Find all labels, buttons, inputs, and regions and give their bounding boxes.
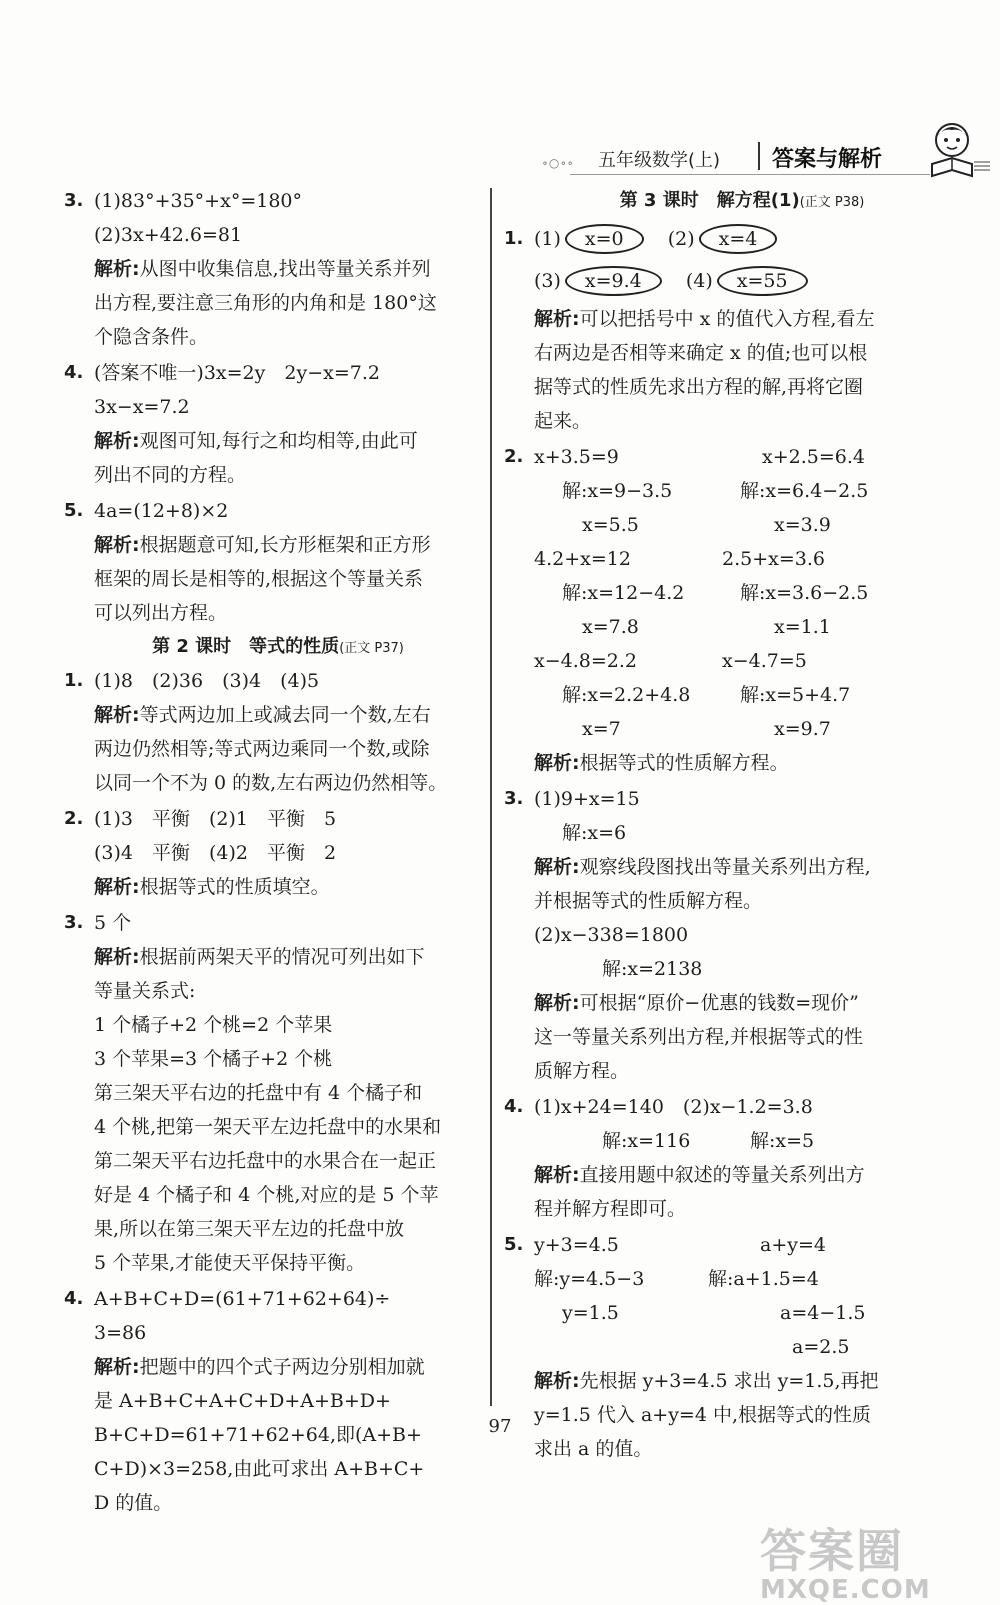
equation: (2)x−338=1800 <box>534 924 689 946</box>
page-number: 97 <box>488 1416 512 1437</box>
choice-label: (4) <box>685 270 713 292</box>
equation: 解:y=4.5−3 <box>534 1268 645 1290</box>
question-number: 3. <box>64 912 84 933</box>
page-header <box>520 118 1000 178</box>
analysis-text: 列出不同的方程。 <box>94 464 247 486</box>
choice-label: (1) <box>534 228 561 250</box>
analysis-label: 解析: <box>94 876 140 898</box>
decorative-dots-icon: ∘○∘∘ <box>542 156 575 170</box>
analysis-text: 先根据 y+3=4.5 求出 y=1.5,再把 <box>579 1370 879 1392</box>
equation: x=1.1 <box>774 616 831 638</box>
mascot-reading-icon <box>922 118 992 180</box>
analysis-text: 4 个桃,把第一架天平左边托盘中的水果和 <box>94 1116 442 1138</box>
equation: x=5.5 <box>582 514 639 536</box>
analysis-text: 可根据“原价−优惠的钱数=现价” <box>579 992 859 1014</box>
equation: 解:x=3.6−2.5 <box>740 582 869 604</box>
equation: a+y=4 <box>760 1234 826 1256</box>
analysis-text: 出方程,要注意三角形的内角和是 180°这 <box>94 292 437 314</box>
analysis-text: D 的值。 <box>94 1492 173 1514</box>
answer-line: 3=86 <box>94 1322 147 1344</box>
equation: 解:x=2.2+4.8 <box>562 684 691 706</box>
watermark-main: 答案圈 <box>760 1524 904 1578</box>
analysis-label: 解析: <box>94 946 140 968</box>
analysis-label: 解析: <box>534 752 580 774</box>
analysis-text: 根据等式的性质解方程。 <box>579 752 789 774</box>
equation: x−4.8=2.2 <box>534 650 637 672</box>
equation: x−4.7=5 <box>722 650 807 672</box>
analysis-text: 等量关系式: <box>94 980 196 1002</box>
watermark <box>760 1515 931 1605</box>
analysis-text: 以同一个不为 0 的数,左右两边仍然相等。 <box>94 772 448 794</box>
analysis-label: 解析: <box>94 1356 140 1378</box>
equation: x=7 <box>582 718 621 740</box>
analysis-text: 质解方程。 <box>534 1060 630 1082</box>
circled-answer: x=4 <box>699 224 778 254</box>
analysis-text: 5 个苹果,才能使天平保持平衡。 <box>94 1252 366 1274</box>
equation: 解:x=116 <box>602 1130 691 1152</box>
analysis-text: 求出 a 的值。 <box>534 1438 653 1460</box>
equation: x=7.8 <box>582 616 639 638</box>
answer-line: 4a=(12+8)×2 <box>94 500 229 522</box>
analysis-text: 把题中的四个式子两边分别相加就 <box>139 1356 425 1378</box>
equation: a=2.5 <box>792 1336 850 1358</box>
analysis-text: 3 个苹果=3 个橘子+2 个桃 <box>94 1048 333 1070</box>
analysis-text: B+C+D=61+71+62+64,即(A+B+ <box>94 1424 422 1446</box>
question-number: 2. <box>504 446 524 467</box>
choice-label: (3) <box>534 270 561 292</box>
analysis-label: 解析: <box>534 856 580 878</box>
analysis-text: 直接用题中叙述的等量关系列出方 <box>579 1164 865 1186</box>
equation: x+3.5=9 <box>534 446 619 468</box>
question-number: 1. <box>64 670 84 691</box>
column-divider <box>490 188 492 1406</box>
equation: 解:x=5 <box>750 1130 815 1152</box>
question-number: 3. <box>504 788 524 809</box>
analysis-label: 解析: <box>534 992 580 1014</box>
equation: y=1.5 <box>562 1302 619 1324</box>
analysis-text: 并根据等式的性质解方程。 <box>534 890 763 912</box>
equation: 解:x=12−4.2 <box>562 582 685 604</box>
equation: (1)9+x=15 <box>534 788 640 810</box>
analysis-text: 据等式的性质先求出方程的解,再将它圈 <box>534 376 864 398</box>
analysis-label: 解析: <box>94 430 140 452</box>
equation: y+3=4.5 <box>534 1234 619 1256</box>
analysis-text: 两边仍然相等;等式两边乘同一个数,或除 <box>94 738 430 760</box>
choice-label: (2) <box>667 228 695 250</box>
answer-line: 3x−x=7.2 <box>94 396 190 418</box>
analysis-text: 可以列出方程。 <box>94 602 228 624</box>
analysis-text: 第二架天平右边托盘中的水果合在一起正 <box>94 1150 437 1172</box>
answer-line: (2)3x+42.6=81 <box>94 224 243 246</box>
analysis-text: 可以把括号中 x 的值代入方程,看左 <box>579 308 875 330</box>
analysis-text: 第三架天平右边的托盘中有 4 个橘子和 <box>94 1082 423 1104</box>
question-number: 4. <box>64 1288 84 1309</box>
left-column <box>64 184 484 1520</box>
analysis-text: y=1.5 代入 a+y=4 中,根据等式的性质 <box>534 1404 872 1426</box>
answer-line: (1)3 平衡 (2)1 平衡 5 <box>94 808 337 830</box>
equation: 解:x=6 <box>562 822 627 844</box>
equation: 解:a+1.5=4 <box>708 1268 819 1290</box>
analysis-text: 是 A+B+C+A+C+D+A+B+D+ <box>94 1390 391 1412</box>
question-number: 4. <box>504 1096 524 1117</box>
question-number: 4. <box>64 362 84 383</box>
analysis-text: C+D)×3=258,由此可求出 A+B+C+ <box>94 1458 425 1480</box>
analysis-text: 起来。 <box>534 410 592 432</box>
equation: 解:x=9−3.5 <box>562 480 673 502</box>
lesson-heading: 第 3 课时 解方程(1)(正文 P38) <box>619 190 865 211</box>
analysis-label: 解析: <box>94 258 140 280</box>
analysis-text: 程并解方程即可。 <box>534 1198 687 1220</box>
analysis-text: 右两边是否相等来确定 x 的值;也可以根 <box>534 342 868 364</box>
equation: 4.2+x=12 <box>534 548 631 570</box>
equation: 2.5+x=3.6 <box>722 548 825 570</box>
analysis-label: 解析: <box>534 1164 580 1186</box>
question-number: 5. <box>64 500 84 521</box>
question-number: 5. <box>504 1234 524 1255</box>
analysis-text: 根据题意可知,长方形框架和正方形 <box>139 534 431 556</box>
analysis-text: 个隐含条件。 <box>94 326 209 348</box>
equation: x=9.7 <box>774 718 831 740</box>
analysis-text: 根据等式的性质填空。 <box>139 876 330 898</box>
answer-line: 5 个 <box>94 912 132 934</box>
analysis-text: 好是 4 个橘子和 4 个桃,对应的是 5 个苹 <box>94 1184 439 1206</box>
analysis-text: 观察线段图找出等量关系列出方程, <box>579 856 871 878</box>
watermark-domain: MXQE.COM <box>760 1575 931 1605</box>
equation: 解:x=2138 <box>602 958 703 980</box>
analysis-label: 解析: <box>94 704 140 726</box>
analysis-text: 等式两边加上或减去同一个数,左右 <box>139 704 431 726</box>
lesson-heading: 第 2 课时 等式的性质(正文 P37) <box>152 636 404 657</box>
equation: a=4−1.5 <box>780 1302 866 1324</box>
header-rule <box>570 174 930 175</box>
answer-line: (1)83°+35°+x°=180° <box>94 190 303 212</box>
equation: 解:x=6.4−2.5 <box>740 480 869 502</box>
equation: 解:x=5+4.7 <box>740 684 851 706</box>
answer-line: (1)8 (2)36 (3)4 (4)5 <box>94 670 320 692</box>
section-title: 答案与解析 <box>772 147 883 172</box>
answer-line: (3)4 平衡 (4)2 平衡 2 <box>94 842 337 864</box>
analysis-text: 果,所以在第三架天平左边的托盘中放 <box>94 1218 405 1240</box>
answer-line: (答案不唯一)3x=2y 2y−x=7.2 <box>94 362 380 384</box>
equation: (1)x+24=140 (2)x−1.2=3.8 <box>534 1096 813 1118</box>
grade-label: 五年级数学(上) <box>598 150 721 171</box>
analysis-label: 解析: <box>534 308 580 330</box>
analysis-text: 观图可知,每行之和均相等,由此可 <box>139 430 418 452</box>
analysis-text: 从图中收集信息,找出等量关系并列 <box>139 258 431 280</box>
equation: x=3.9 <box>774 514 831 536</box>
question-number: 2. <box>64 808 84 829</box>
answer-line: A+B+C+D=(61+71+62+64)÷ <box>94 1288 391 1310</box>
right-column <box>504 184 972 1466</box>
equation: x+2.5=6.4 <box>762 446 865 468</box>
header-divider <box>758 142 760 170</box>
analysis-text: 这一等量关系列出方程,并根据等式的性 <box>534 1026 864 1048</box>
circled-answer: x=0 <box>565 224 644 254</box>
circled-answer: x=9.4 <box>565 266 662 296</box>
analysis-label: 解析: <box>534 1370 580 1392</box>
analysis-text: 框架的周长是相等的,根据这个等量关系 <box>94 568 424 590</box>
analysis-text: 1 个橘子+2 个桃=2 个苹果 <box>94 1014 333 1036</box>
question-number: 1. <box>504 228 524 249</box>
circled-answer: x=55 <box>717 266 808 296</box>
question-number: 3. <box>64 190 84 211</box>
analysis-text: 根据前两架天平的情况可列出如下 <box>139 946 425 968</box>
analysis-label: 解析: <box>94 534 140 556</box>
